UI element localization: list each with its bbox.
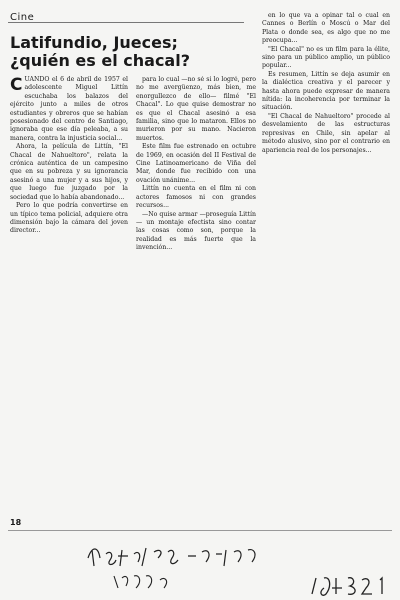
headline	[10, 34, 250, 70]
drop-cap: C	[10, 76, 23, 95]
paragraph: Ahora, la película de Littín, "El Chacal de Nahueltoro", relata la crónica auténtica de un campesino que en su pobreza y su ignorancia asesinó a una mujer y a sus hijos, y que luego fue juzgado por la sociedad que lo había abandonado...	[10, 143, 128, 201]
paragraph: CUANDO el 6 de abril de 1957 el adolescente Miguel Littín escuchaba los balazos del ejército junto a miles de otros estudiantes y obreros que se habían posesionado del centro de Santiago, ignoraba que ese día peleaba, a su manera, contra la injusticia social...	[10, 76, 128, 142]
paragraph: —No quise armar —proseguía Littín— un montaje efectista sino contar las cosas como son, porque la realidad es más fuerte que la invención...	[136, 210, 256, 252]
section-label: Cine	[10, 12, 35, 23]
paragraph: para lo cual —no sé si lo logré, pero no me avergüenzo, más bien, me enorgullezco de ello— filmé "El Chacal". Lo que quise demostrar no es que el Chacal asesinó a esa familia, sino que lo mataron. Ellos no murieron por su mano. Nacieron muertos.	[136, 76, 256, 142]
catalog-number-stamp	[306, 574, 398, 598]
section-rule	[8, 22, 244, 23]
paragraph: Pero lo que podría convertirse en un típico tema policial, adquiere otra dimensión bajo la cámara del joven director...	[10, 202, 128, 235]
headline-line-1: Latifundio, Jueces;	[10, 33, 178, 52]
paragraph: "El Chacal" no es un film para la élite, sino para un público amplio, un público popular...	[262, 45, 390, 70]
paragraph: "El Chacal de Nahueltoro" procede al desvelamiento de las estructuras represivas en Chile, sin apelar al método alusivo, sino por el contrario en apariencia real de los personajes...	[262, 112, 390, 154]
article-column-3	[262, 12, 390, 482]
article-column-2	[136, 76, 256, 482]
article-column-1	[10, 76, 128, 482]
paragraph: Es resumen, Littín se deja asumir en la dialéctica creativa y el parecer y hasta ahora puede expresar de manera nítida: la incoherencia por terminar la situación.	[262, 70, 390, 112]
paragraph: en lo que va a opinar tal o cual en Cannes o Berlín o Moscú o Mar del Plata o donde sea, es algo que no me preocupa...	[262, 12, 390, 45]
page-number: 18	[10, 518, 22, 527]
bottom-rule	[8, 530, 392, 531]
headline-line-2: ¿quién es el chacal?	[10, 51, 190, 70]
paragraph: Este film fue estrenado en octubre de 1969, en ocasión del II Festival de Cine Latinoamericano de Viña del Mar, donde fue recibido con una ovación unánime...	[136, 143, 256, 184]
paragraph: Littín no cuenta en el film ni con actores famosos ni con grandes recursos...	[136, 185, 256, 210]
handwritten-source-note	[84, 540, 264, 592]
